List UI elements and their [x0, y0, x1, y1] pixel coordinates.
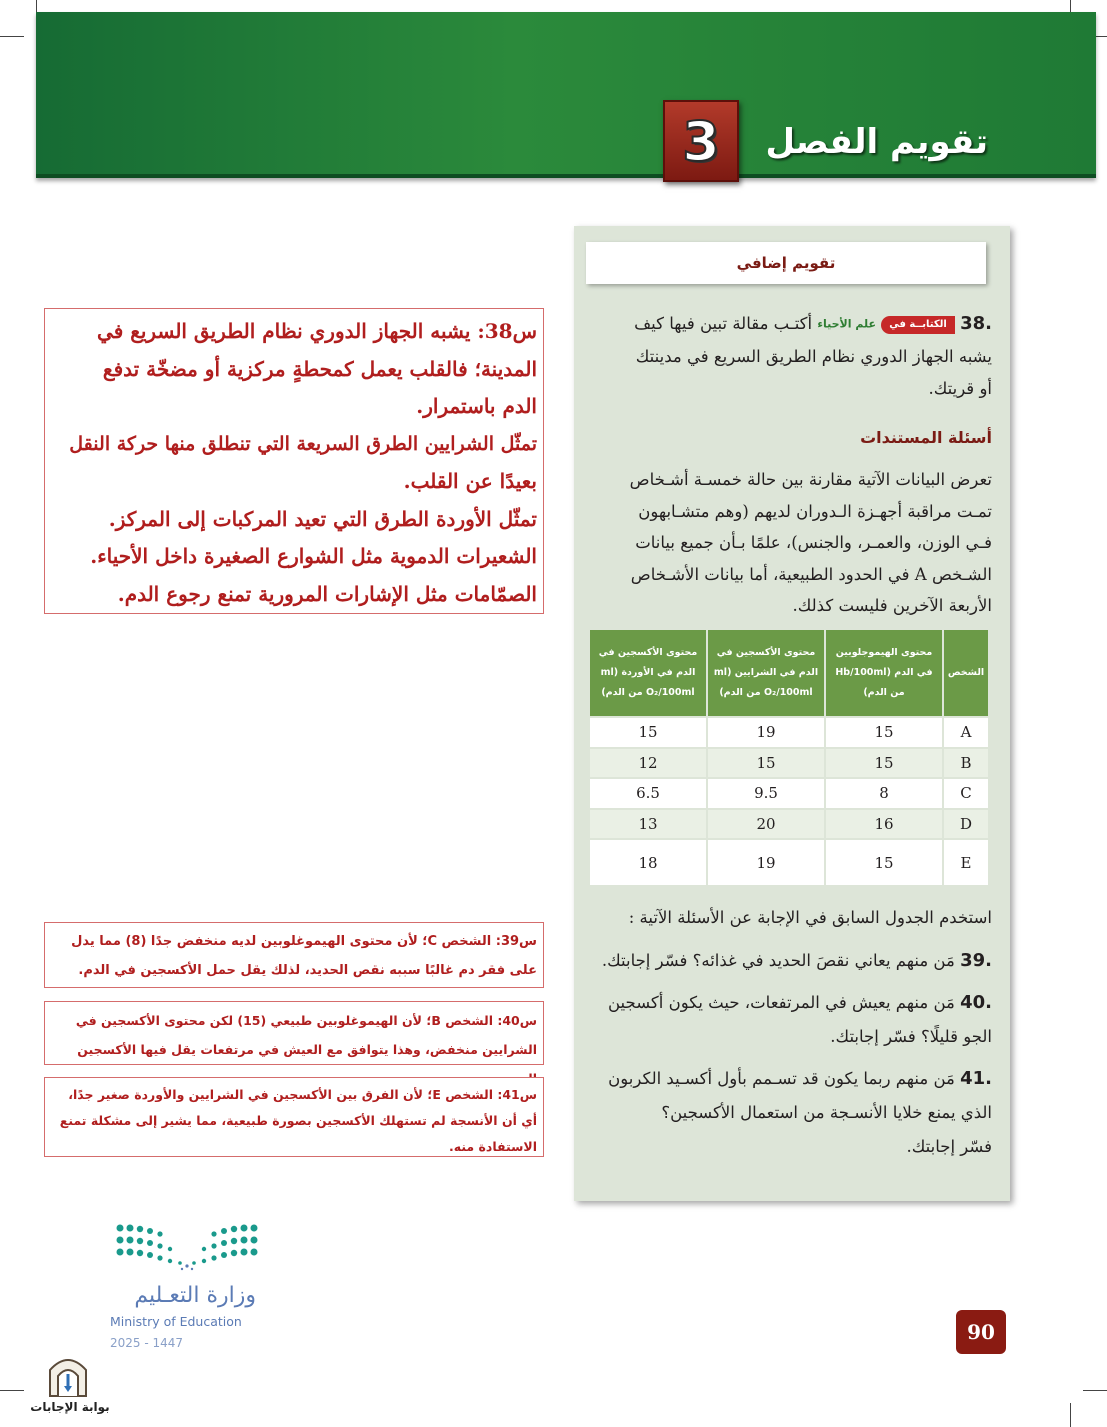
intro-line: تمـت مراقبة أجهـزة الـدوران لديهم (وهم متشـابهون [638, 501, 992, 521]
column-header: محتوى الأكسجين في الدم في الشرايين (ml O₂/100ml من الدم) [707, 629, 825, 717]
answer-line: تمثّل الشرايين الطرق السريعة التي تنطلق منها حركة النقل [69, 432, 537, 455]
answer-line: س40: الشخص B؛ لأن الهيموغلوبين طبيعي (15) لكن محتوى الأكسجين في [75, 1013, 537, 1028]
table-cell: 9.5 [707, 778, 825, 809]
crop-mark [1083, 1390, 1107, 1391]
writing-tag: الكتابــة في [881, 316, 955, 334]
answer-40-box [44, 1001, 544, 1065]
question-text: الجو قليلًا؟ فسّر إجابتك. [830, 1027, 992, 1046]
question-number: .40 [960, 992, 992, 1013]
question-39 [582, 944, 992, 978]
table-cell: 15 [589, 717, 707, 748]
question-number: .39 [960, 950, 992, 971]
table-row [589, 839, 989, 886]
question-number: .38 [960, 313, 992, 334]
question-text: فسّر إجابتك. [906, 1137, 992, 1156]
logo-arabic-text: وزارة التعـليم [134, 1283, 256, 1308]
question-38 [582, 308, 992, 405]
table-cell: E [943, 839, 989, 886]
watermark-label: بوابة الإجابات [30, 1400, 110, 1414]
answer-line: الصمّامات مثل الإشارات المرورية تمنع رجوع الدم. [117, 581, 537, 606]
assessment-panel [574, 226, 1010, 1201]
chapter-banner [36, 12, 1096, 178]
answer-line: أي أن الأنسجة لم تستهلك الأكسجين بصورة طبيعية، مما يشير إلى مشكلة تمنع [59, 1113, 537, 1128]
answer-line: س38: يشبه الجهاز الدوري نظام الطريق السريع في [97, 319, 537, 343]
ministry-logo [110, 1222, 260, 1276]
answer-line: بعيدًا عن القلب. [403, 469, 537, 493]
table-cell: 15 [825, 839, 943, 886]
subject-tag: علم الأحياء [817, 317, 876, 331]
answer-38-box [44, 308, 544, 614]
answer-line: تمثّل الأوردة الطرق التي تعيد المركبات إلى المركز. [108, 506, 537, 531]
page-title: تقويم الفصل [765, 122, 988, 162]
answer-line: المدينة؛ فالقلب يعمل كمحطةٍ مركزية أو مضخّة تدفع [102, 356, 537, 381]
table-cell: 19 [707, 717, 825, 748]
documents-intro [582, 464, 992, 622]
panel-heading: تقويم إضافي [586, 242, 986, 284]
table-row [589, 717, 989, 748]
table-cell: 19 [707, 839, 825, 886]
crop-mark [0, 36, 24, 37]
question-text: يشبه الجهاز الدوري نظام الطريق السريع في مدينتك [635, 346, 992, 366]
table-cell: A [943, 717, 989, 748]
table-cell: B [943, 748, 989, 779]
table-row [589, 778, 989, 809]
question-text: الذي يمنع خلايا الأنسـجة من استعمال الأكسجين؟ [661, 1103, 992, 1122]
chapter-badge [663, 100, 739, 182]
table-cell: 20 [707, 809, 825, 840]
table-cell: 15 [707, 748, 825, 779]
answer-line: الشعيرات الدموية مثل الشوارع الصغيرة داخل الأحياء. [90, 544, 537, 568]
answer-line: الشرايين منخفض، وهذا يتوافق مع العيش في مرتفعات يقل فيها الأكسجين [77, 1042, 537, 1057]
chapter-number: 3 [682, 109, 720, 173]
question-40 [582, 986, 992, 1054]
table-cell: 13 [589, 809, 707, 840]
answer-line: الاستفادة منه. [449, 1139, 537, 1154]
documents-heading: أسئلة المستندات [860, 428, 992, 447]
question-41 [582, 1062, 992, 1164]
intro-line: الشـخص A في الحدود الطبيعية، أما بيانات الأشـخاص [630, 564, 992, 584]
logo-english-text: Ministry of Education [110, 1314, 242, 1329]
crop-mark [1070, 1403, 1071, 1427]
table-cell: 16 [825, 809, 943, 840]
instructions-text: استخدم الجدول السابق في الإجابة عن الأسئلة الآتية : [628, 908, 992, 927]
question-text: مَن منهم ربما يكون قد تسـمم بأول أكسـيد الكربون [608, 1069, 955, 1088]
logo-dots-icon [114, 1222, 260, 1272]
column-header: محتوى الهيموجلوبين في الدم (Hb/100ml من الدم) [825, 629, 943, 717]
data-table [588, 628, 990, 887]
answer-line: س39: الشخص C؛ لأن محتوى الهيموغلوبين لديه منخفض جدًا (8) مما يدل [71, 934, 537, 949]
table-cell: 8 [825, 778, 943, 809]
answer-line: الدم باستمرار. [416, 394, 537, 418]
answer-41-box [44, 1077, 544, 1157]
column-header: الشخص [943, 629, 989, 717]
answer-line: س41: الشخص E؛ لأن الفرق بين الأكسجين في الشرايين والأوردة صغير جدًا، [68, 1087, 537, 1102]
intro-line: تعرض البيانات الآتية مقارنة بين حالة خمسـة أشـخاص [629, 470, 992, 489]
crop-mark [0, 1390, 24, 1391]
table-row [589, 748, 989, 779]
gate-icon [46, 1350, 90, 1398]
column-header: محتوى الأكسجين في الدم في الأوردة (ml O₂/100ml من الدم) [589, 629, 707, 717]
table-cell: D [943, 809, 989, 840]
question-number: .41 [960, 1068, 992, 1089]
logo-year: 2025 - 1447 [110, 1336, 184, 1350]
question-text: أو قريتك. [928, 378, 992, 398]
intro-line: الأربعة الآخرين فليست كذلك. [792, 596, 992, 615]
table-row [589, 809, 989, 840]
question-text: أكتـب مقالة تبين فيها كيف [634, 314, 813, 333]
table-cell: 15 [825, 748, 943, 779]
question-text: مَن منهم يعيش في المرتفعات، حيث يكون أكسجين [608, 993, 955, 1012]
page-number: 90 [956, 1310, 1006, 1354]
table-cell: C [943, 778, 989, 809]
answer-39-box [44, 922, 544, 988]
table-cell: 18 [589, 839, 707, 886]
intro-line: فـي الوزن، والعمـر، والجنس)، علمًا بـأن جميع بيانات [635, 533, 992, 552]
question-text: مَن منهم يعاني نقصَ الحديد في غذائه؟ فسّر إجابتك. [601, 951, 955, 970]
answer-line: على فقر دم غالبًا سببه نقص الحديد، لذلك يقل حمل الأكسجين في الدم. [78, 963, 537, 978]
table-cell: 6.5 [589, 778, 707, 809]
table-cell: 15 [825, 717, 943, 748]
table-cell: 12 [589, 748, 707, 779]
